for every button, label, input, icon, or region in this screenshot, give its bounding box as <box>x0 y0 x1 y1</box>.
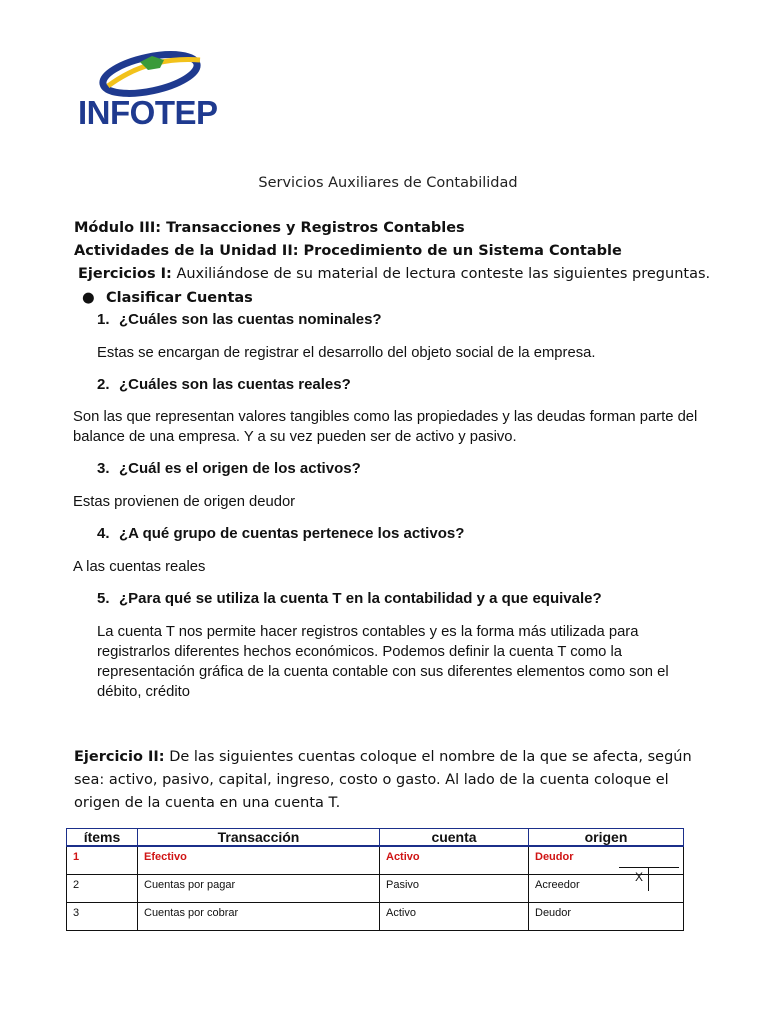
answer-5: La cuenta T nos permite hacer registros contables y es la forma más utilizada para registrarlos diferentes hechos económicos. Podemos definir la cuenta T como la representación gráfica de la cuenta contable con sus diferentes elementos como son el débito, crédito <box>97 624 669 700</box>
exercise1-text: Auxiliándose de su material de lectura conteste las siguientes preguntas. <box>176 266 711 282</box>
t-account-vertical-line <box>648 867 649 891</box>
question-number: 5. <box>97 590 110 607</box>
cell-item: 1 <box>67 846 138 875</box>
module-heading: Módulo III: Transacciones y Registros Contables <box>74 220 465 236</box>
question-number: 4. <box>97 525 110 542</box>
question-4 <box>97 525 464 542</box>
exercise2-instructions <box>74 746 714 815</box>
table-row <box>67 846 684 875</box>
question-number: 2. <box>97 376 110 393</box>
table-row <box>67 903 684 931</box>
cell-origen <box>529 846 684 884</box>
cell-item: 2 <box>67 875 138 903</box>
question-text: ¿Para qué se utiliza la cuenta T en la contabilidad y a que equivale? <box>119 590 602 607</box>
answer-2: Son las que representan valores tangibles como las propiedades y las deudas forman parte del balance de una empresa. Y a su vez pueden ser de activo y pasivo. <box>73 409 698 445</box>
t-account-horizontal-line <box>619 867 679 868</box>
accounts-table <box>66 828 684 931</box>
bullet-label: Clasificar Cuentas <box>106 290 253 306</box>
answer-4: A las cuentas reales <box>73 559 206 575</box>
exercise2-text: De las siguientes cuentas coloque el nombre de la que se afecta, según sea: activo, pasivo, capital, ingreso, costo o gasto. Al lado de la cuenta coloque el origen de la cuenta en una cuenta T. <box>74 749 692 811</box>
cell-item: 3 <box>67 903 138 931</box>
question-5 <box>97 590 602 607</box>
question-number: 1. <box>97 311 110 328</box>
question-1 <box>97 311 382 328</box>
t-account-mark: X <box>634 870 643 884</box>
question-text: ¿Cuál es el origen de los activos? <box>119 460 361 477</box>
cell-origen-text: Deudor <box>535 851 574 863</box>
question-text: ¿A qué grupo de cuentas pertenece los activos? <box>119 525 465 542</box>
cell-transaccion: Efectivo <box>138 846 380 875</box>
question-text: ¿Cuáles son las cuentas nominales? <box>119 311 382 328</box>
answer-3: Estas provienen de origen deudor <box>73 494 296 510</box>
question-text: ¿Cuáles son las cuentas reales? <box>119 376 351 393</box>
unit-heading: Actividades de la Unidad II: Procedimiento de un Sistema Contable <box>74 243 622 259</box>
infotep-logo <box>78 46 223 136</box>
cell-transaccion: Cuentas por pagar <box>138 875 380 903</box>
cell-cuenta: Activo <box>380 846 529 875</box>
bullet-classify <box>82 290 253 306</box>
course-title: Servicios Auxiliares de Contabilidad <box>258 175 518 191</box>
cell-cuenta: Activo <box>380 903 529 931</box>
bullet-icon: ● <box>82 290 95 306</box>
cell-cuenta: Pasivo <box>380 875 529 903</box>
cell-transaccion: Cuentas por cobrar <box>138 903 380 931</box>
header-origen: origen <box>529 829 684 847</box>
question-2 <box>97 376 351 393</box>
exercise1-label: Ejercicios I: <box>78 266 172 282</box>
question-number: 3. <box>97 460 110 477</box>
cell-origen: Deudor <box>529 903 684 931</box>
header-items: ítems <box>67 829 138 847</box>
question-3 <box>97 460 361 477</box>
table-header-row <box>67 829 684 847</box>
header-cuenta: cuenta <box>380 829 529 847</box>
table-row <box>67 875 684 903</box>
header-transaccion: Transacción <box>138 829 380 847</box>
exercise2-label: Ejercicio II: <box>74 749 165 765</box>
logo-text: INFOTEP <box>78 94 218 131</box>
exercise1-instructions <box>78 266 710 282</box>
answer-1: Estas se encargan de registrar el desarrollo del objeto social de la empresa. <box>97 345 596 361</box>
cell-origen: Acreedor <box>529 875 684 903</box>
